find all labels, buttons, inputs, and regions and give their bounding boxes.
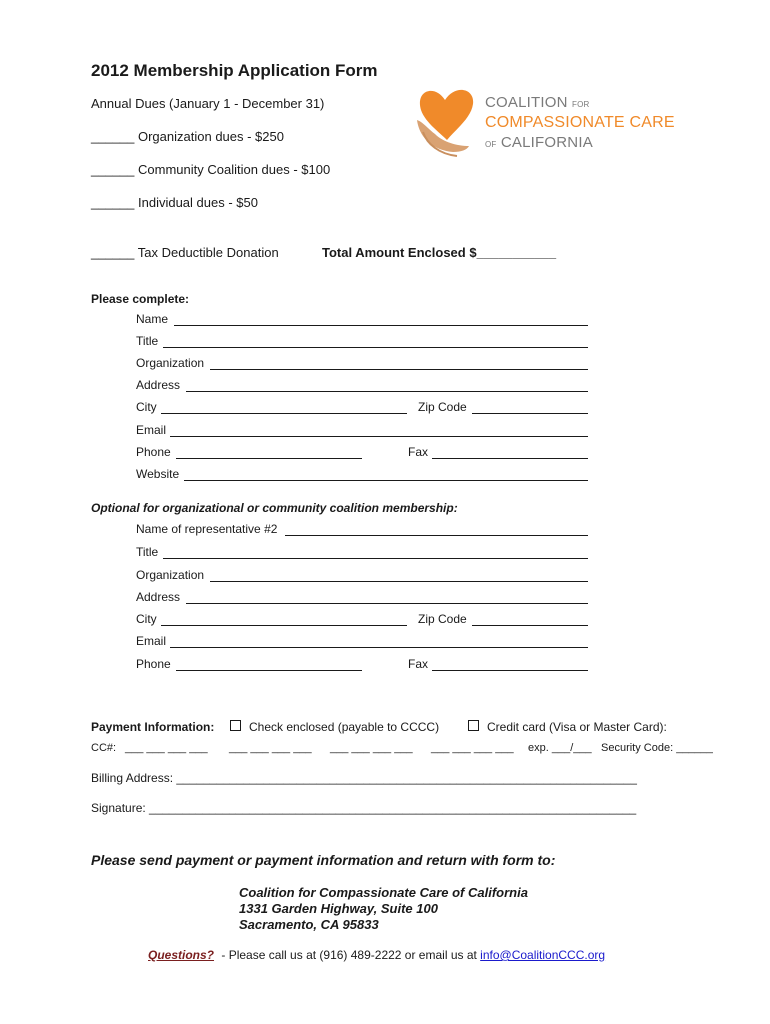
questions-line bbox=[148, 948, 605, 962]
organization-label: Organization bbox=[136, 356, 205, 370]
page-title: 2012 Membership Application Form bbox=[91, 61, 378, 80]
logo-line1: COALITION bbox=[485, 94, 568, 111]
individual-dues-option[interactable]: ______ Individual dues - $50 bbox=[91, 195, 258, 210]
rep-phone-field[interactable] bbox=[176, 670, 362, 671]
email-field[interactable] bbox=[170, 436, 588, 437]
cc-group-3[interactable]: ___ ___ ___ ___ bbox=[330, 742, 413, 754]
payment-label: Payment Information: bbox=[91, 720, 215, 734]
coalition-logo bbox=[413, 80, 675, 162]
rep-zip-label: Zip Code bbox=[418, 612, 467, 626]
organization-dues-option[interactable]: ______ Organization dues - $250 bbox=[91, 129, 284, 144]
cc-group-4[interactable]: ___ ___ ___ ___ bbox=[431, 742, 514, 754]
phone-label: Phone bbox=[136, 445, 171, 459]
billing-address-field[interactable]: Billing Address: _____________________________________________________________________ bbox=[91, 771, 637, 785]
rep-fax-label: Fax bbox=[408, 657, 429, 671]
organization-field[interactable] bbox=[210, 369, 588, 370]
title-label: Title bbox=[136, 334, 159, 348]
zip-label: Zip Code bbox=[418, 400, 467, 414]
heart-hand-logo-icon bbox=[413, 80, 483, 160]
website-field[interactable] bbox=[184, 480, 588, 481]
zip-field[interactable] bbox=[472, 413, 588, 414]
logo-line3: CALIFORNIA bbox=[500, 134, 593, 151]
questions-link[interactable]: Questions? bbox=[148, 948, 215, 962]
rep-city-field[interactable] bbox=[161, 625, 407, 626]
rep-email-label: Email bbox=[136, 634, 167, 648]
total-amount-field[interactable]: Total Amount Enclosed $___________ bbox=[322, 245, 557, 260]
email-label: Email bbox=[136, 423, 167, 437]
address-field[interactable] bbox=[186, 391, 588, 392]
rep-field[interactable] bbox=[285, 535, 588, 536]
donation-option[interactable]: ______ Tax Deductible Donation bbox=[91, 245, 279, 260]
rep-phone-label: Phone bbox=[136, 657, 171, 671]
credit-card-checkbox[interactable] bbox=[468, 720, 479, 731]
website-label: Website bbox=[136, 467, 180, 481]
logo-line1-small: FOR bbox=[572, 100, 590, 109]
logo-line2: COMPASSIONATE CARE bbox=[485, 114, 675, 131]
send-instructions: Please send payment or payment information and return with form to: bbox=[91, 852, 556, 868]
mailing-address-line1: Coalition for Compassionate Care of California bbox=[239, 885, 528, 900]
logo-line3-small: OF bbox=[485, 140, 497, 149]
security-code-field[interactable]: Security Code: ______ bbox=[601, 742, 713, 754]
primary-section-heading: Please complete: bbox=[91, 292, 190, 306]
rep-address-label: Address bbox=[136, 590, 181, 604]
rep-email-field[interactable] bbox=[170, 647, 588, 648]
rep-zip-field[interactable] bbox=[472, 625, 588, 626]
rep-fax-field[interactable] bbox=[432, 670, 588, 671]
credit-card-label: Credit card (Visa or Master Card): bbox=[487, 720, 667, 734]
check-enclosed-label: Check enclosed (payable to CCCC) bbox=[249, 720, 440, 734]
phone-field[interactable] bbox=[176, 458, 362, 459]
annual-dues-label: Annual Dues (January 1 - December 31) bbox=[91, 96, 325, 111]
rep-city-label: City bbox=[136, 612, 157, 626]
community-dues-option[interactable]: ______ Community Coalition dues - $100 bbox=[91, 162, 331, 177]
title-field[interactable] bbox=[163, 347, 588, 348]
cc-group-2[interactable]: ___ ___ ___ ___ bbox=[229, 742, 312, 754]
rep-label: Name of representative #2 bbox=[136, 522, 278, 536]
cc-label: CC#: bbox=[91, 742, 117, 754]
rep-title-label: Title bbox=[136, 545, 159, 559]
signature-field[interactable]: Signature: _________________________________________________________________________ bbox=[91, 801, 637, 815]
fax-field[interactable] bbox=[432, 458, 588, 459]
optional-section-heading: Optional for organizational or community coalition membership: bbox=[91, 501, 458, 515]
name-label: Name bbox=[136, 312, 169, 326]
email-link[interactable]: info@CoalitionCCC.org bbox=[480, 948, 606, 962]
cc-group-1[interactable]: ___ ___ ___ ___ bbox=[125, 742, 208, 754]
address-label: Address bbox=[136, 378, 181, 392]
rep-organization-label: Organization bbox=[136, 568, 205, 582]
mailing-address-line2: 1331 Garden Highway, Suite 100 bbox=[239, 901, 438, 916]
rep-address-field[interactable] bbox=[186, 603, 588, 604]
expiration-field[interactable]: exp. ___/___ bbox=[528, 742, 592, 754]
city-field[interactable] bbox=[161, 413, 407, 414]
check-enclosed-checkbox[interactable] bbox=[230, 720, 241, 731]
contact-text: - Please call us at (916) 489-2222 or email us at bbox=[221, 948, 477, 962]
name-field[interactable] bbox=[174, 325, 588, 326]
fax-label: Fax bbox=[408, 445, 429, 459]
rep-title-field[interactable] bbox=[163, 558, 588, 559]
city-label: City bbox=[136, 400, 157, 414]
mailing-address-line3: Sacramento, CA 95833 bbox=[239, 917, 379, 932]
rep-organization-field[interactable] bbox=[210, 581, 588, 582]
